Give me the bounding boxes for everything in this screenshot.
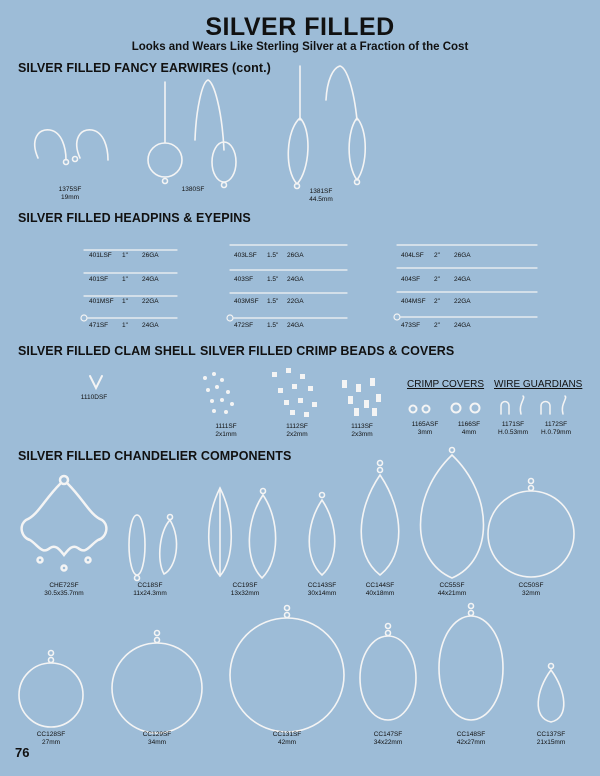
chandelier-cc148-image — [439, 604, 503, 721]
page-number: 76 — [15, 745, 30, 760]
chandelier-che72-image — [22, 476, 107, 571]
crimp-1166-label: 1166SF 4mm — [457, 421, 481, 436]
section-chandelier-heading: SILVER FILLED CHANDELIER COMPONENTS — [18, 449, 292, 463]
chandelier-cc143-image — [309, 493, 335, 576]
crimp-beads-1112-image — [272, 368, 317, 417]
chandelier-che72-label: CHE72SF 30.5x35.7mm — [44, 582, 84, 597]
chandelier-cc147-image — [360, 624, 416, 721]
chandelier-cc18-image — [129, 515, 177, 581]
page-subtitle: Looks and Wears Like Sterling Silver at a Fraction of the Cost — [131, 41, 469, 53]
chandelier-cc148-label: CC148SF 42x27mm — [456, 731, 486, 746]
section-earwires-heading: SILVER FILLED FANCY EARWIRES (cont.) — [18, 61, 271, 75]
crimp-beads-1111-image — [203, 372, 234, 414]
chandelier-cc50-label: CC50SF 32mm — [518, 582, 544, 597]
earwire-1380-label: 1380SF — [181, 186, 205, 193]
clam-label: 1110DSF — [80, 394, 108, 401]
chandelier-cc143-label: CC143SF 30x14mm — [307, 582, 337, 597]
chandelier-cc18-label: CC18SF 11x24.3mm — [133, 582, 167, 597]
section-clam-heading: SILVER FILLED CLAM SHELL — [18, 344, 196, 358]
earwire-1375-label: 1375SF 19mm — [58, 186, 82, 201]
earwire-1381-label: 1381SF 44.5mm — [309, 188, 333, 203]
crimp-beads-1113-image — [342, 378, 381, 416]
chandelier-cc19-label: CC19SF 13x32mm — [230, 582, 260, 597]
crimp-covers-image — [410, 404, 480, 413]
chandelier-cc137-label: CC137SF 21x15mm — [536, 731, 566, 746]
earwire-1381-image — [288, 66, 365, 189]
section-headpins-heading: SILVER FILLED HEADPINS & EYEPINS — [18, 211, 251, 225]
chandelier-cc144-label: CC144SF 40x18mm — [365, 582, 395, 597]
chandelier-cc137-image — [538, 664, 564, 723]
guardian-1171-label: 1171SF H.0.53mm — [498, 421, 528, 436]
chandelier-cc50-image — [488, 479, 574, 578]
wire-guardians-heading: WIRE GUARDIANS — [494, 379, 583, 390]
wire-guardians-image — [501, 396, 566, 414]
chandelier-cc128-label: CC128SF 27mm — [36, 731, 66, 746]
earwire-1380-image — [148, 80, 236, 188]
clam-shell-image — [90, 376, 102, 388]
chandelier-cc147-label: CC147SF 34x22mm — [373, 731, 403, 746]
earwire-1375-image — [35, 130, 108, 165]
page-title: SILVER FILLED — [205, 13, 395, 41]
chandelier-cc55-image — [421, 448, 484, 579]
crimp-1165a-label: 1165ASF 3mm — [411, 421, 439, 436]
chandelier-cc19-image — [209, 488, 276, 578]
chandelier-cc129-label: CC129SF 34mm — [142, 731, 172, 746]
chandelier-cc144-image — [361, 461, 399, 576]
section-crimp-heading: SILVER FILLED CRIMP BEADS & COVERS — [200, 344, 455, 358]
chandelier-cc128-image — [19, 651, 83, 728]
crimp-1113-label: 1113SF 2x3mm — [351, 423, 373, 438]
crimp-1111-label: 1111SF 2x1mm — [215, 423, 237, 438]
chandelier-cc129-image — [112, 631, 202, 734]
chandelier-cc55-label: CC55SF 44x21mm — [437, 582, 467, 597]
headpins-1-inch-image — [81, 250, 177, 321]
guardian-1172-label: 1172SF H.0.79mm — [541, 421, 571, 436]
crimp-1112-label: 1112SF 2x2mm — [286, 423, 308, 438]
crimp-covers-heading: CRIMP COVERS — [407, 379, 485, 390]
chandelier-cc131-image — [230, 606, 344, 733]
chandelier-cc131-label: CC131SF 42mm — [272, 731, 302, 746]
